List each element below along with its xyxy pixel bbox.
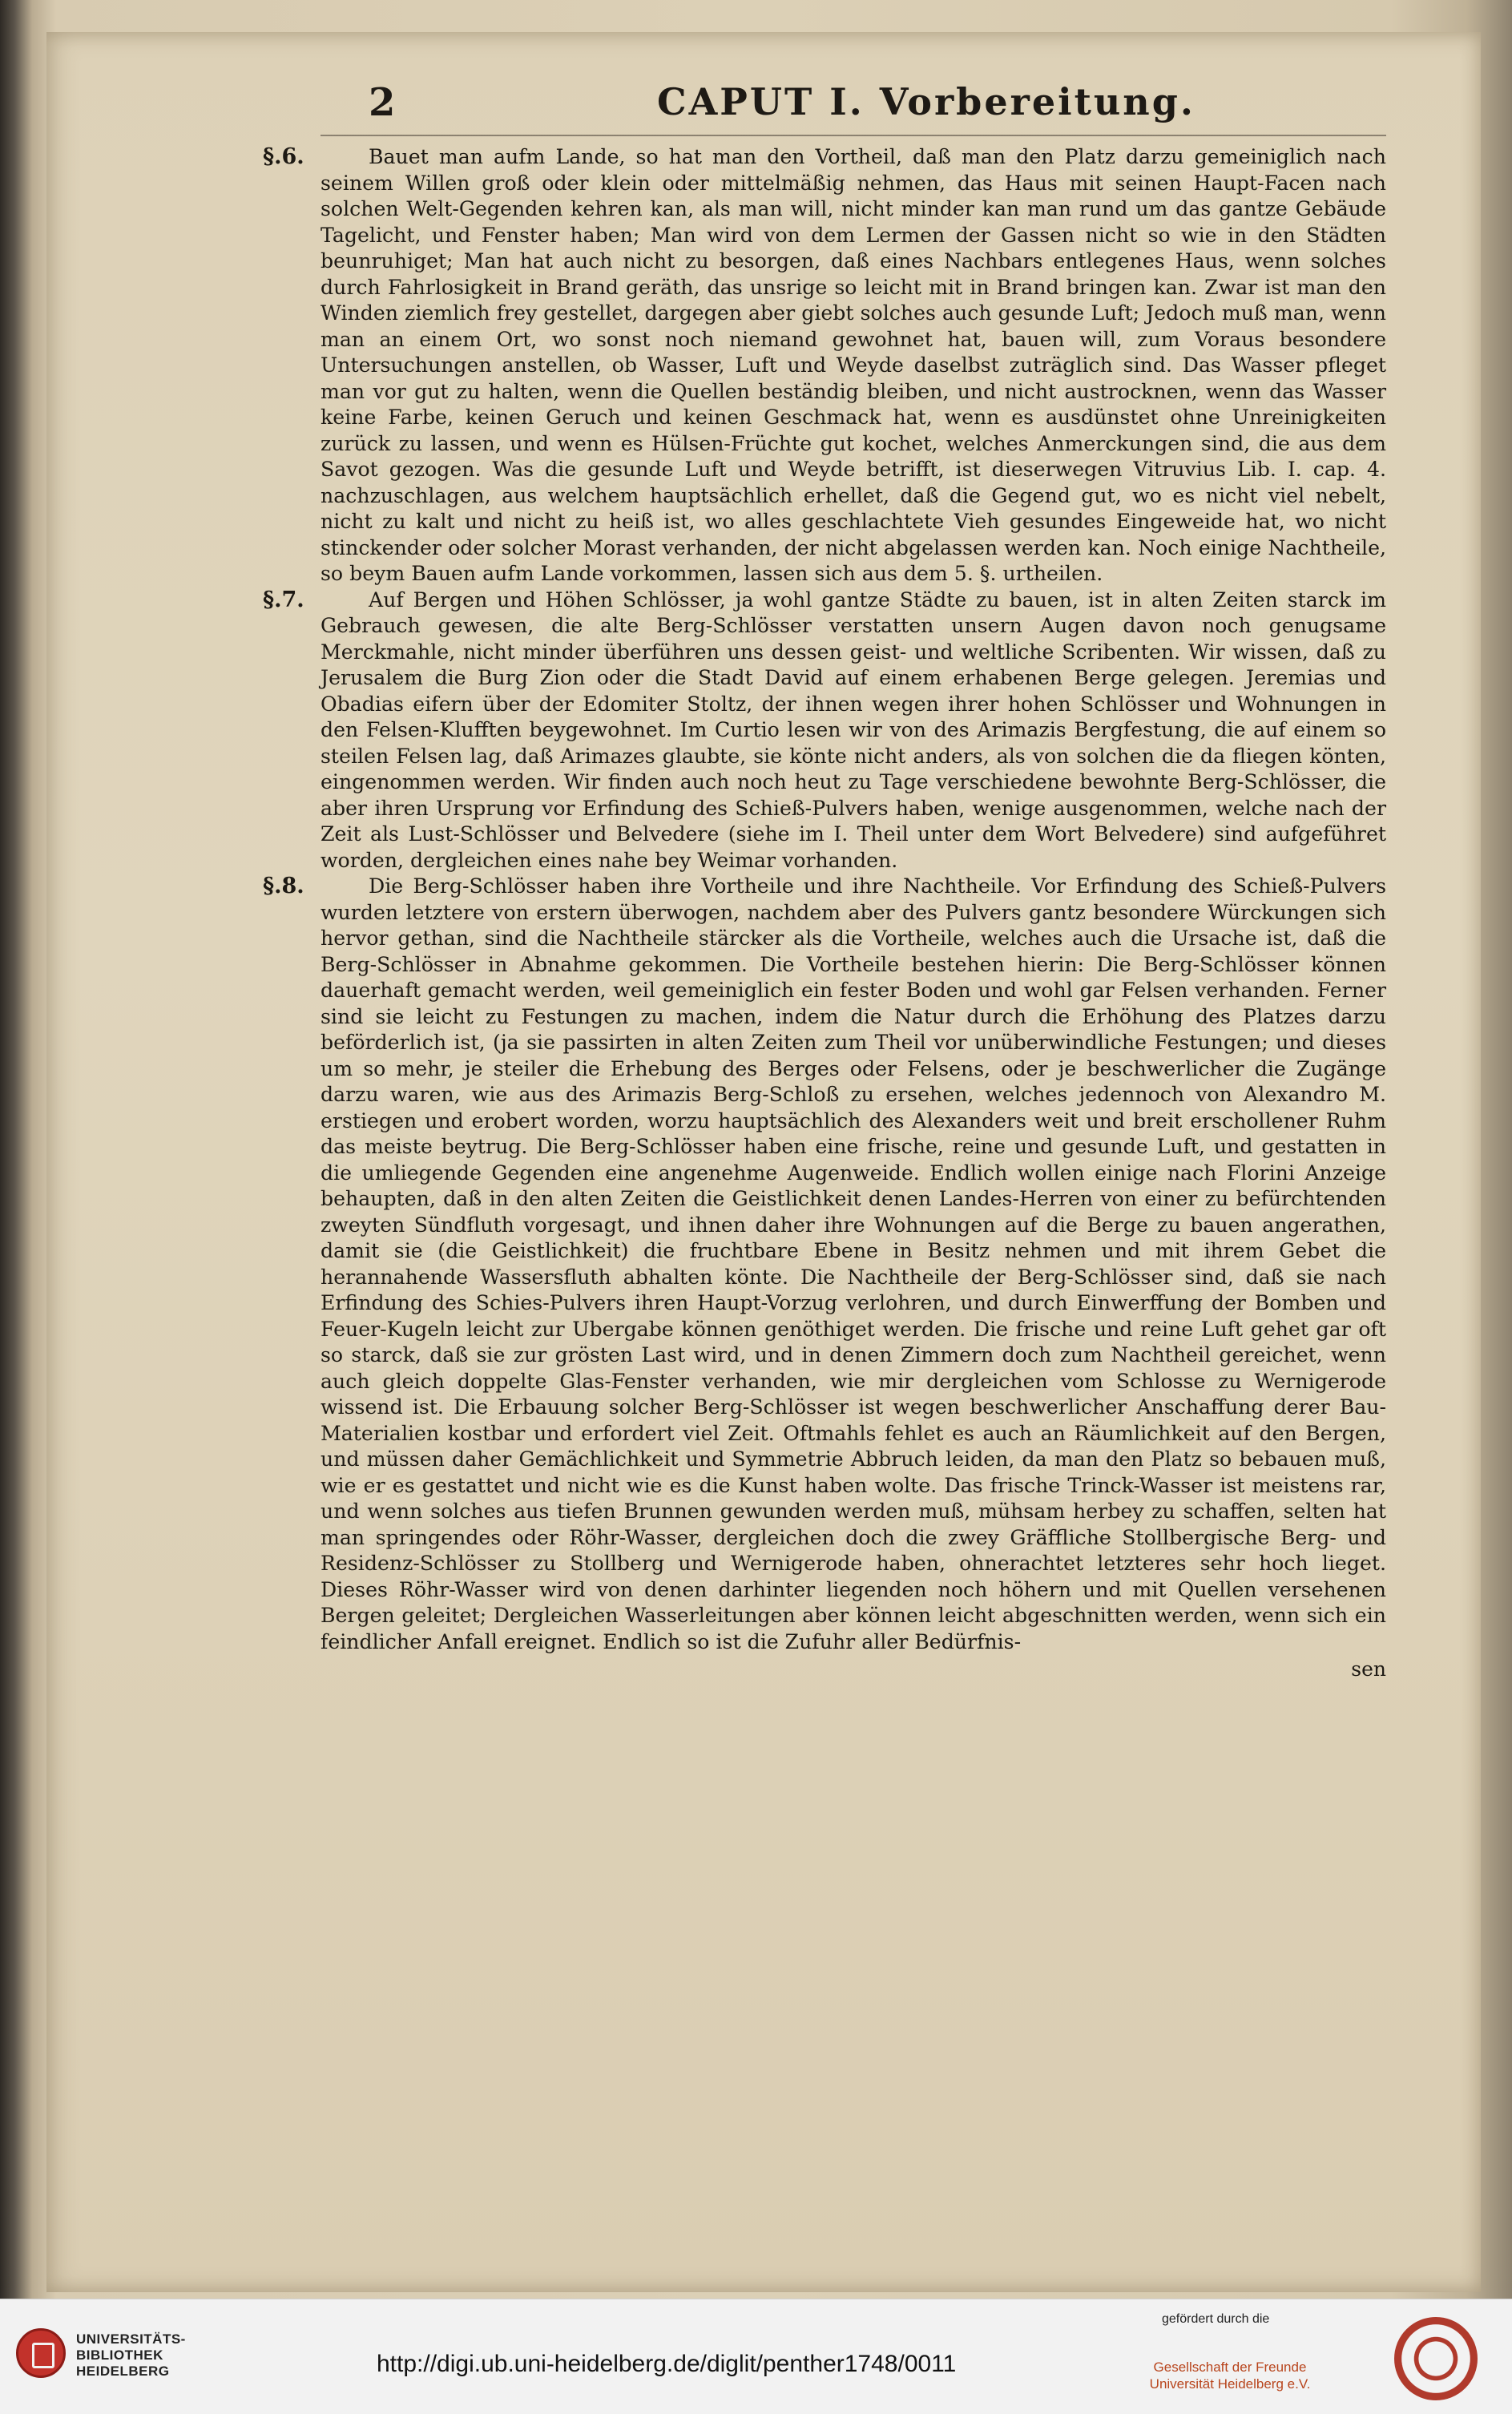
page-text [263, 144, 1386, 1683]
sponsor-note: gefördert durch die [1162, 2312, 1270, 2326]
sponsor-name-link[interactable] [1130, 2359, 1330, 2392]
paragraph-text: Bauet man aufm Lande, so hat man den Vortheil, daß man den Platz darzu gemeiniglich nach seinem Willen groß oder klein oder mittelmäßig nehmen, das Haus mit seinen Haupt-Facen nach solchen Welt-Gegenden kehren kan, als man will, nicht minder kan man rund um das gantze Gebäude Tagelicht, und Fenster haben; Man wird von dem Lermen der Gassen nicht so wie in den Städten beunruhiget; Man hat auch nicht zu besorgen, daß eines Nachbars entlegenes Haus, wenn solches durch Fahrlosigkeit in Brand geräth, das unsrige so leicht mit in Brand bringen kan. Zwar ist man den Winden ziemlich frey gestellet, dargegen aber giebt solches auch gesunde Luft; Jedoch muß man, wenn man an einem Ort, wo sonst noch niemand gewohnet hat, bauen will, zum Voraus besondere Untersuchungen anstellen, ob Wasser, Luft und Weyde daselbst zuträglich sind. Das Wasser pfleget man vor gut zu halten, wenn die Quellen beständig bleiben, und nicht austrocknen, wenn das Wasser keine Farbe, keinen Geruch und keinen Geschmack hat, wenn es ausdünstet ohne Unreinigkeiten zurück zu lassen, und wenn es Hülsen-Früchte gut kochet, welches Anmerckungen sind, die aus dem Savot gezogen. Was die gesunde Luft und Weyde betrifft, ist dieserwegen Vitruvius Lib. I. cap. 4. nachzuschlagen, aus welchem hauptsächlich erhellet, daß die Gegend gut, wo es nicht viel nebelt, nicht zu kalt und nicht zu heiß ist, wo alles geschlachtete Vieh gesundes Eingeweide hat, wo nicht stinckender oder solcher Morast verhanden, der nicht abgelassen werden kan. Noch einige Nachtheile, so beym Bauen aufm Lande vorkommen, lassen sich aus dem 5. §. urtheilen. [321, 145, 1386, 585]
library-name-line: BIBLIOTHEK [76, 2347, 163, 2363]
running-title: CAPUT I. Vorbereitung. [657, 80, 1195, 123]
paragraph-section-7 [263, 587, 1386, 874]
library-name-line: HEIDELBERG [76, 2364, 170, 2379]
paragraph-text: Die Berg-Schlösser haben ihre Vortheile und ihre Nachtheile. Vor Erfindung des Schieß-Pulvers wurden letztere von erstern überwogen, nachdem aber des Pulvers gantz besondere Würckungen sich hervor gethan, sind die Nachtheile stärcker als die Vortheile, welches auch die Ursache ist, daß die Berg-Schlösser in Abnahme gekommen. Die Vortheile bestehen hierin: Die Berg-Schlösser können dauerhaft gemacht werden, weil gemeiniglich ein fester Boden und wohl gar Felsen verhanden. Ferner sind sie leicht zu Festungen zu machen, indem die Natur durch die Erhöhung des Platzes darzu beförderlich ist, (ja sie passirten in alten Zeiten zum Theil vor unüberwindliche Festungen; und dieses um so mehr, je steiler die Erhebung des Berges oder Felsens, oder je beschwerlicher die Zugänge darzu waren, wie aus des Arimazis Berg-Schloß zu ersehen, welches jedennoch von Alexandro M. erstiegen und erobert worden, worzu hauptsächlich des Alexanders weit und breit erschollener Ruhm das meiste beytrug. Die Berg-Schlösser haben eine frische, reine und gesunde Luft, und gestatten in die umliegende Gegenden eine angenehme Augenweide. Endlich wollen einige nach Florini Anzeige behaupten, daß in den alten Zeiten die Geistlichkeit denen Landes-Herren von einer zu befürchtenden zweyten Sündfluth vorgesagt, und ihnen daher ihre Wohnungen auf die Berge zu bauen angerathen, damit sie (die Geistlichkeit) die fruchtbare Ebene in Besitz nehmen und mit ihrem Gebet die herannahende Wassersfluth abhalten könte. Die Nachtheile der Berg-Schlösser sind, daß sie nach Erfindung des Schies-Pulvers ihren Haupt-Vorzug verlohren, und durch Einwerffung der Bomben und Feuer-Kugeln leicht zur Ubergabe können genöthiget werden. Die frische und reine Luft gehet gar oft so starck, daß sie zur grösten Last wird, und in denen Zimmern doch zum Nachtheil gereichet, wenn auch gleich doppelte Glas-Fenster verhanden, wie mir dergleichen vom Schlosse zu Wernigerode wissend ist. Die Erbauung solcher Berg-Schlösser ist wegen beschwerlicher Anschaffung derer Bau-Materialien kostbar und erfordert viel Zeit. Oftmahls fehlet es auch an Räumlichkeit auf den Bergen, und müssen daher Gemächlichkeit und Symmetrie Abbruch leiden, da man den Platz so bebauen muß, wie er es gestattet und nicht wie es die Kunst haben wolte. Das frische Trinck-Wasser ist meistens rar, und wenn solches aus tiefen Brunnen gewunden werden muß, mühsam herbey zu schaffen, selten hat man springendes oder Röhr-Wasser, dergleichen doch die zwey Gräffliche Stollbergische Berg- und Residenz-Schlösser zu Stollberg und Wernigerode haben, ohnerachtet letzteres sehr hoch lieget. Dieses Röhr-Wasser wird von denen darhinter liegenden noch höhern und mit Quellen versehenen Bergen geleitet; Dergleichen Wasserleitungen aber können leicht abgeschnitten werden, wenn sich ein feindlicher Anfall ereignet. Endlich so ist die Zufuhr aller Bedürfnis- [321, 874, 1386, 1653]
catchword: sen [1351, 1657, 1386, 1681]
library-name-line: UNIVERSITÄTS- [76, 2331, 186, 2347]
section-mark: §.8. [263, 874, 304, 898]
section-mark: §.7. [263, 587, 304, 612]
library-logo-icon [16, 2328, 66, 2378]
sponsor-name-line: Universität Heidelberg e.V. [1149, 2376, 1311, 2392]
header-divider [321, 135, 1386, 136]
university-seal-icon [1394, 2317, 1478, 2400]
paragraph-section-8 [263, 874, 1386, 1655]
page-url-link[interactable]: http://digi.ub.uni-heidelberg.de/diglit/penther1748/0011 [377, 2351, 957, 2377]
sponsor-name-line: Gesellschaft der Freunde [1153, 2360, 1307, 2375]
paragraph-text: Auf Bergen und Höhen Schlösser, ja wohl gantze Städte zu bauen, ist in alten Zeiten starck im Gebrauch gewesen, die alte Berg-Schlösser verstatten unsern Augen davon noch genugsame Merckmahle, nicht minder überführen uns dessen geist- und weltliche Scribenten. Wir wissen, daß zu Jerusalem die Burg Zion oder die Stadt David auf einem erhabenen Berge gelegen. Jeremias und Obadias eifern über der Edomiter Stoltz, der ihnen wegen ihrer hohen Schlösser und Wohnungen in den Felsen-Klufften beygewohnet. Im Curtio lesen wir von des Arimazis Bergfestung, die auf einem so steilen Felsen lag, daß Arimazes glaubte, sie könte nicht anders, als von solchen die da fliegen könten, eingenommen werden. Wir finden auch noch heut zu Tage verschiedene bewohnte Berg-Schlösser, die aber ihren Ursprung vor Erfindung des Schieß-Pulvers haben, wenige ausgenommen, welche nach der Zeit als Lust-Schlösser und Belvedere (siehe im I. Theil unter dem Wort Belvedere) sind aufgeführet worden, dergleichen eines nahe bey Weimar vorhanden. [321, 587, 1386, 872]
section-mark: §.6. [263, 144, 304, 169]
page-number: 2 [369, 80, 396, 125]
viewer-footer [0, 2299, 1512, 2414]
library-name[interactable] [76, 2331, 236, 2380]
paragraph-section-6 [263, 144, 1386, 587]
